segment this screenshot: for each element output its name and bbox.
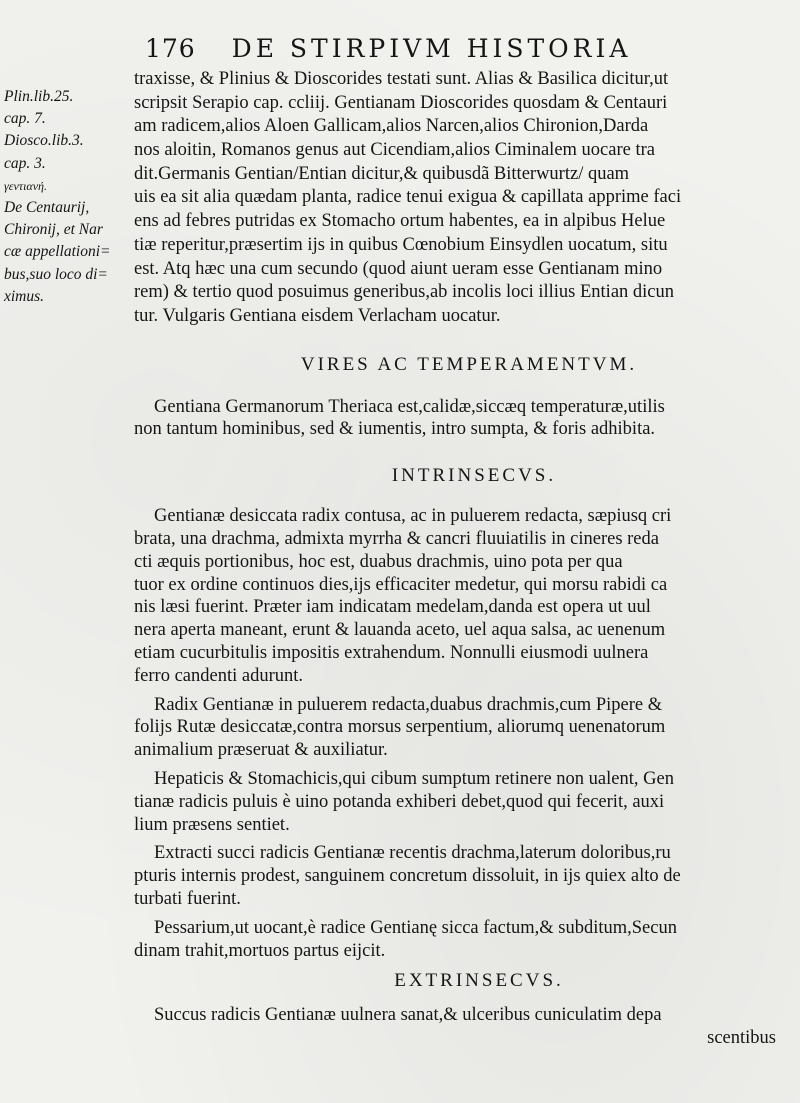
text-line: ens ad febres putridas ex Stomacho ortum habentes, ea in alpibus Helue <box>134 211 666 232</box>
text-line: Hepaticis & Stomachicis,qui cibum sumptum retinere non ualent, Gen <box>154 768 674 789</box>
text-line: est. Atq hæc una cum secundo (quod aiunt ueram esse Gentianam mino <box>134 258 663 279</box>
text-line: turbati fuerint. <box>134 888 241 909</box>
text-line: folijs Rutæ desiccatæ,contra morsus serpentium, aliorumq uenenatorum <box>134 717 666 738</box>
section-heading-extrinsecus: EXTRINSECVS. <box>394 970 564 992</box>
text-line: nera aperta maneant, erunt & lauanda aceto, uel aqua salsa, ac uenenum <box>134 620 666 641</box>
paragraph-intro <box>134 68 784 329</box>
text-line: Succus radicis Gentianæ uulnera sanat,& ulceribus cuniculatim depa <box>154 1005 662 1026</box>
margin-note: Plin.lib.25. <box>4 88 74 105</box>
margin-note: cap. 3. <box>4 154 46 172</box>
text-line: nos aloitin, Romanos genus aut Cicendiam,alios Ciminalem uocare tra <box>134 140 655 161</box>
text-line: etiam cucurbitulis impositis extrahendum. Nonnulli eiusmodi uulnera <box>134 642 649 663</box>
text-line: Pessarium,ut uocant,è radice Gentianę sicca factum,& subditum,Secun <box>154 917 677 938</box>
text-line: brata, una drachma, admixta myrrha & cancri fluuiatilis in cineres reda <box>134 528 659 549</box>
text-line: lium præsens sentiet. <box>134 814 290 835</box>
margin-note: De Centaurij, <box>4 199 90 217</box>
text-line: am radicem,alios Aloen Gallicam,alios Narcen,alios Chironion,Darda <box>134 116 649 137</box>
text-line: Extracti succi radicis Gentianæ recentis drachma,laterum doloribus,ru <box>154 843 671 864</box>
text-line: cti æquis portionibus, hoc est, duabus drachmis, uino pota per qua <box>134 551 623 572</box>
text-line: uis ea sit alia quædam planta, radice tenui exigua & capillata apprime faci <box>134 187 682 208</box>
margin-note: Chironij, et Nar <box>4 221 103 239</box>
section-intrinsecus <box>134 505 784 962</box>
text-line: non tantum hominibus, sed & iumentis, intro sumpta, & foris adhibita. <box>134 419 656 440</box>
margin-note: bus,suo loco di= <box>4 265 108 283</box>
text-line: scripsit Serapio cap. ccliij. Gentianam Dioscorides quosdam & Centauri <box>134 92 668 113</box>
text-line: traxisse, & Plinius & Dioscorides testati sunt. Alias & Basilica dicitur,ut <box>134 69 669 89</box>
margin-note: ximus. <box>4 287 45 305</box>
text-line: Gentianæ desiccata radix contusa, ac in puluerem redacta, sæpiusq cri <box>154 506 672 527</box>
main-text <box>134 68 784 1050</box>
text-line: tur. Vulgaris Gentiana eisdem Verlacham uocatur. <box>134 305 501 326</box>
text-line: tiæ reperitur,præsertim ijs in quibus Cœnobium Einsydlen uocatum, situ <box>134 234 668 255</box>
running-header <box>145 34 645 63</box>
margin-note: cap. 7. <box>4 110 46 128</box>
section-heading-vires: VIRES AC TEMPERAMENTVM. <box>300 353 638 375</box>
text-line: dinam trahit,mortuos partus eijcit. <box>134 940 386 961</box>
page-number: 176 <box>145 34 196 63</box>
catchword: scentibus <box>707 1028 776 1049</box>
margin-note-greek: γεντιανή. <box>4 178 47 193</box>
margin-notes <box>4 86 128 308</box>
running-title: DE STIRPIVM HISTORIA <box>231 34 632 63</box>
margin-note: Diosco.lib.3. <box>4 132 84 150</box>
text-line: dit.Germanis Gentian/Entian dicitur,& quibusdã Bitterwurtz/ quam <box>134 163 630 184</box>
text-line: tuor ex ordine continuos dies,ijs efficaciter medetur, qui morsu rabidi ca <box>134 574 668 595</box>
text-line: Radix Gentianæ in puluerem redacta,duabus drachmis,cum Pipere & <box>154 694 663 715</box>
text-line: nis læsi fuerint. Præter iam indicatam medelam,danda est opera ut uul <box>134 597 651 618</box>
text-line: rem) & tertio quod posuimus generibus,ab incolis loci illius Entian dicun <box>134 282 675 303</box>
text-line: Gentiana Germanorum Theriaca est,calidæ,siccæq temperaturæ,utilis <box>154 396 665 417</box>
text-line: tianæ radicis puluis è uino potanda exhiberi debet,quod qui fecerit, auxi <box>134 791 665 812</box>
paragraph-vires <box>134 396 784 442</box>
section-heading-intrinsecus: INTRINSECVS. <box>391 465 557 487</box>
text-line: animalium præseruat & auxiliatur. <box>134 740 388 761</box>
section-extrinsecus <box>134 1004 784 1050</box>
text-line: ferro candenti adurunt. <box>134 665 303 686</box>
text-line: pturis internis prodest, sanguinem concretum dissoluit, in ijs quiex alto de <box>134 866 681 887</box>
margin-note: cæ appellationi= <box>4 243 111 261</box>
